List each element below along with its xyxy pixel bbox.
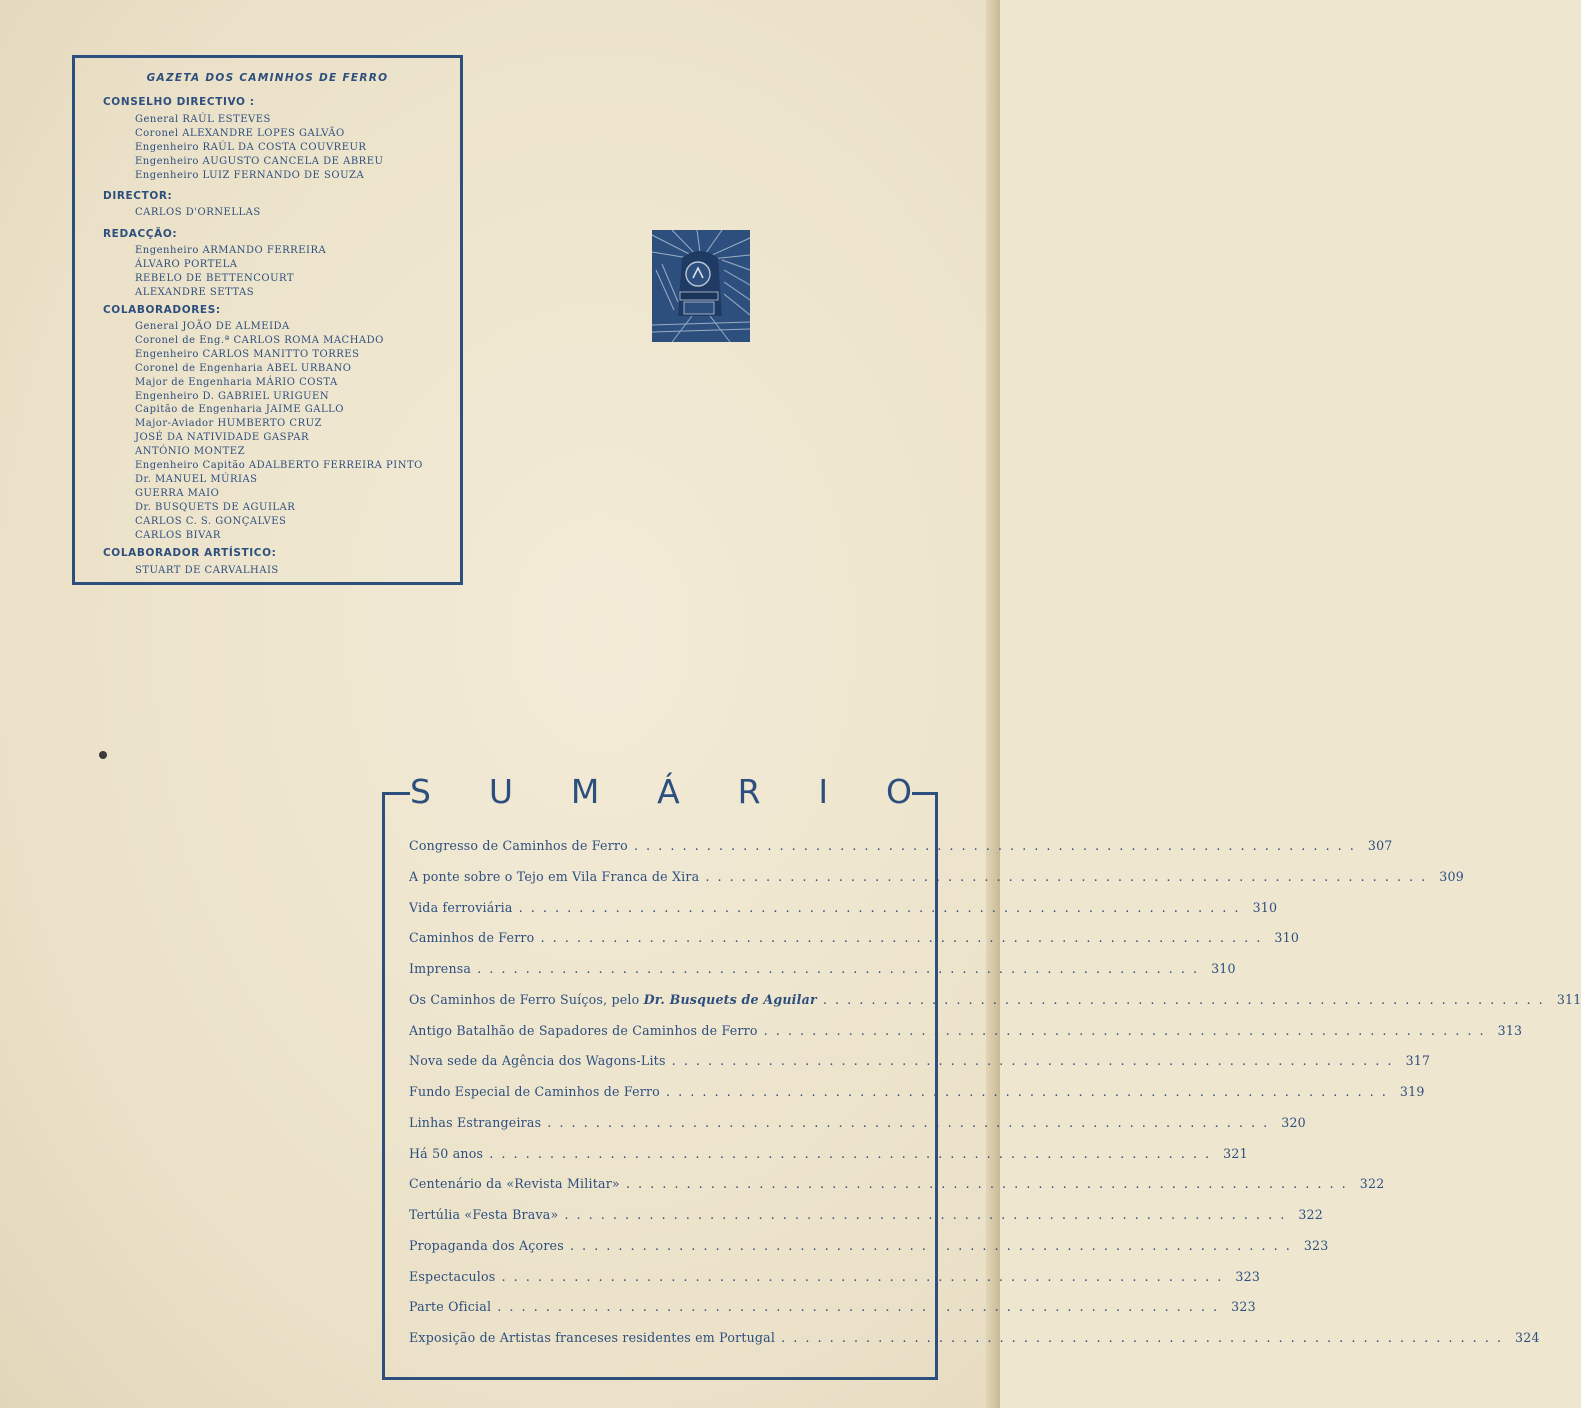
masthead-staff-name: CARLOS BIVAR [135, 529, 221, 541]
toc-entry [409, 1330, 1540, 1352]
masthead-staff-name: General JOÃO DE ALMEIDA [135, 321, 290, 332]
toc-entry-title: A ponte sobre o Tejo em Vila Franca de Xira [409, 868, 700, 884]
masthead-staff-name: GUERRA MAIO [135, 487, 220, 499]
toc-entry [409, 1084, 1425, 1106]
toc-dot-leader: ............................................................ [625, 1177, 1354, 1193]
toc-entry-page-number: 313 [1497, 1022, 1523, 1038]
sumario-title-letter: U [488, 772, 513, 811]
masthead-title: GAZETA DOS CAMINHOS DE FERRO [146, 72, 389, 84]
sumario-title [410, 772, 912, 811]
toc-dot-leader: ............................................................ [547, 1115, 1276, 1131]
masthead-staff-name: Coronel ALEXANDRE LOPES GALVÃO [135, 127, 345, 139]
toc-entry [409, 930, 1300, 952]
masthead-section-heading: DIRECTOR: [103, 190, 173, 202]
toc-entry [409, 1299, 1256, 1321]
masthead-staff-name: ALEXANDRE SETTAS [135, 286, 255, 298]
masthead-staff-name: Major de Engenharia MÁRIO COSTA [135, 376, 338, 388]
toc-dot-leader: ............................................................ [665, 1085, 1394, 1100]
toc-entry [409, 961, 1236, 983]
toc-entry [409, 1053, 1431, 1075]
locomotive-woodcut-illustration [652, 230, 750, 342]
toc-entry-title: Imprensa [409, 961, 472, 976]
toc-entry-title: Espectaculos [409, 1268, 496, 1284]
ink-spot [99, 751, 107, 759]
toc-dot-leader: ............................................................ [540, 931, 1269, 947]
masthead-staff-name: Engenheiro ARMANDO FERREIRA [135, 245, 327, 256]
toc-entry-title: Os Caminhos de Ferro Suíços, pelo Dr. Busquets de Aguilar [409, 991, 817, 1007]
toc-entry [409, 868, 1464, 891]
toc-entry-page-number: 311 [1556, 991, 1581, 1007]
toc-entry-title: Tertúlia «Festa Brava» [409, 1207, 559, 1222]
masthead-staff-name: Major-Aviador HUMBERTO CRUZ [135, 418, 322, 430]
masthead-staff-name: CARLOS D'ORNELLAS [135, 207, 261, 218]
toc-entry [409, 1145, 1248, 1168]
masthead-staff-name: Engenheiro Capitão ADALBERTO FERREIRA PINTO [135, 460, 423, 471]
masthead-staff-name: Coronel de Eng.ª CARLOS ROMA MACHADO [135, 334, 384, 346]
toc-entry-page-number: 317 [1405, 1053, 1431, 1069]
masthead-staff-name: Engenheiro RAÚL DA COSTA COUVREUR [135, 141, 367, 153]
masthead-section-heading: CONSELHO DIRECTIVO : [103, 96, 255, 108]
toc-entry-page-number: 322 [1298, 1207, 1323, 1222]
toc-entry-title: Fundo Especial de Caminhos de Ferro [409, 1084, 660, 1099]
toc-entry-title: Congresso de Caminhos de Ferro [409, 838, 628, 853]
masthead-staff-name: ANTÓNIO MONTEZ [135, 446, 246, 458]
masthead-staff-name: Engenheiro D. GABRIEL URIGUEN [135, 390, 330, 402]
page-spine-edge [986, 0, 1000, 1408]
masthead-staff-name: ÁLVARO PORTELA [135, 258, 238, 270]
sumario-title-letter: I [818, 772, 829, 811]
masthead-staff-name: Engenheiro AUGUSTO CANCELA DE ABREU [135, 155, 384, 167]
toc-dot-leader: ............................................................ [671, 1054, 1400, 1070]
masthead-staff-name: Capitão de Engenharia JAIME GALLO [135, 404, 344, 416]
toc-entry [409, 1268, 1261, 1291]
sumario-title-letter: R [737, 772, 761, 811]
masthead-staff-name: CARLOS C. S. GONÇALVES [135, 515, 287, 527]
toc-dot-leader: ............................................................ [763, 1023, 1492, 1039]
toc-entry [409, 1237, 1329, 1260]
toc-entry-page-number: 323 [1303, 1237, 1329, 1253]
toc-entry-page-number: 310 [1274, 930, 1300, 946]
toc-dot-leader: ............................................................ [518, 900, 1247, 916]
masthead-staff-name: STUART DE CARVALHAIS [135, 565, 279, 576]
sumario-title-letter: S [410, 772, 431, 811]
toc-entry-title: Centenário da «Revista Militar» [409, 1176, 620, 1192]
masthead-box [72, 55, 463, 585]
toc-dot-leader: ............................................................ [477, 962, 1206, 977]
sumario-title-letter: M [570, 772, 600, 811]
toc-entry-title: Propaganda dos Açores [409, 1237, 564, 1253]
masthead-staff-name: Coronel de Engenharia ABEL URBANO [135, 362, 352, 374]
toc-entry-title: Nova sede da Agência dos Wagons-Lits [409, 1053, 666, 1069]
toc-entry-page-number: 320 [1281, 1114, 1306, 1130]
toc-entry-page-number: 319 [1399, 1084, 1425, 1099]
toc-entry [409, 1022, 1523, 1045]
masthead-staff-name: Engenheiro CARLOS MANITTO TORRES [135, 348, 360, 360]
toc-dot-leader: ............................................................ [497, 1300, 1226, 1316]
masthead-staff-name: REBELO DE BETTENCOURT [135, 272, 295, 284]
toc-entry-author: Dr. Busquets de Aguilar [643, 991, 817, 1007]
masthead-section-heading: COLABORADORES: [103, 304, 221, 316]
toc-dot-leader: ............................................................ [489, 1146, 1218, 1162]
toc-entry-title: Exposição de Artistas franceses residentes em Portugal [409, 1330, 776, 1345]
masthead-staff-name: Dr. BUSQUETS DE AGUILAR [135, 501, 296, 513]
sumario-title-letter: Á [657, 772, 680, 811]
toc-entry-page-number: 324 [1515, 1330, 1540, 1345]
toc-dot-leader: ............................................................ [633, 839, 1362, 854]
sumario-title-letter: O [886, 772, 912, 811]
toc-dot-leader: ............................................................ [564, 1208, 1293, 1223]
toc-entry [409, 1114, 1306, 1137]
toc-entry-page-number: 310 [1211, 961, 1236, 976]
toc-entry-page-number: 323 [1235, 1268, 1261, 1284]
toc-entry [409, 899, 1278, 922]
masthead-staff-name: JOSÉ DA NATIVIDADE GASPAR [135, 432, 310, 444]
toc-entry-page-number: 310 [1252, 899, 1278, 915]
toc-entry [409, 991, 1581, 1014]
toc-entry-page-number: 309 [1439, 868, 1464, 884]
toc-entry-page-number: 321 [1223, 1145, 1248, 1161]
toc-entry [409, 1176, 1385, 1198]
toc-entry-page-number: 322 [1359, 1176, 1385, 1192]
toc-entry-title: Há 50 anos [409, 1145, 484, 1161]
toc-entry-title: Linhas Estrangeiras [409, 1114, 542, 1130]
toc-entry [409, 1207, 1323, 1229]
toc-entry-page-number: 323 [1231, 1299, 1256, 1315]
toc-entry-title: Caminhos de Ferro [409, 930, 535, 946]
toc-dot-leader: ............................................................ [705, 869, 1434, 885]
masthead-section-heading: COLABORADOR ARTÍSTICO: [103, 547, 277, 559]
toc-dot-leader: ............................................................ [781, 1331, 1510, 1346]
toc-dot-leader: ............................................................ [569, 1238, 1298, 1254]
toc-entry-title: Parte Oficial [409, 1299, 492, 1315]
toc-entry-page-number: 307 [1367, 838, 1393, 853]
toc-entry [409, 838, 1393, 860]
toc-dot-leader: ............................................................ [822, 992, 1551, 1008]
toc-entry-title: Vida ferroviária [409, 899, 513, 915]
masthead-staff-name: Engenheiro LUIZ FERNANDO DE SOUZA [135, 169, 365, 181]
masthead-staff-name: Dr. MANUEL MÚRIAS [135, 473, 258, 485]
toc-entry-title: Antigo Batalhão de Sapadores de Caminhos de Ferro [409, 1022, 758, 1038]
masthead-staff-name: General RAÚL ESTEVES [135, 114, 271, 125]
toc-dot-leader: ............................................................ [501, 1269, 1230, 1285]
masthead-section-heading: REDACÇÃO: [103, 228, 178, 240]
